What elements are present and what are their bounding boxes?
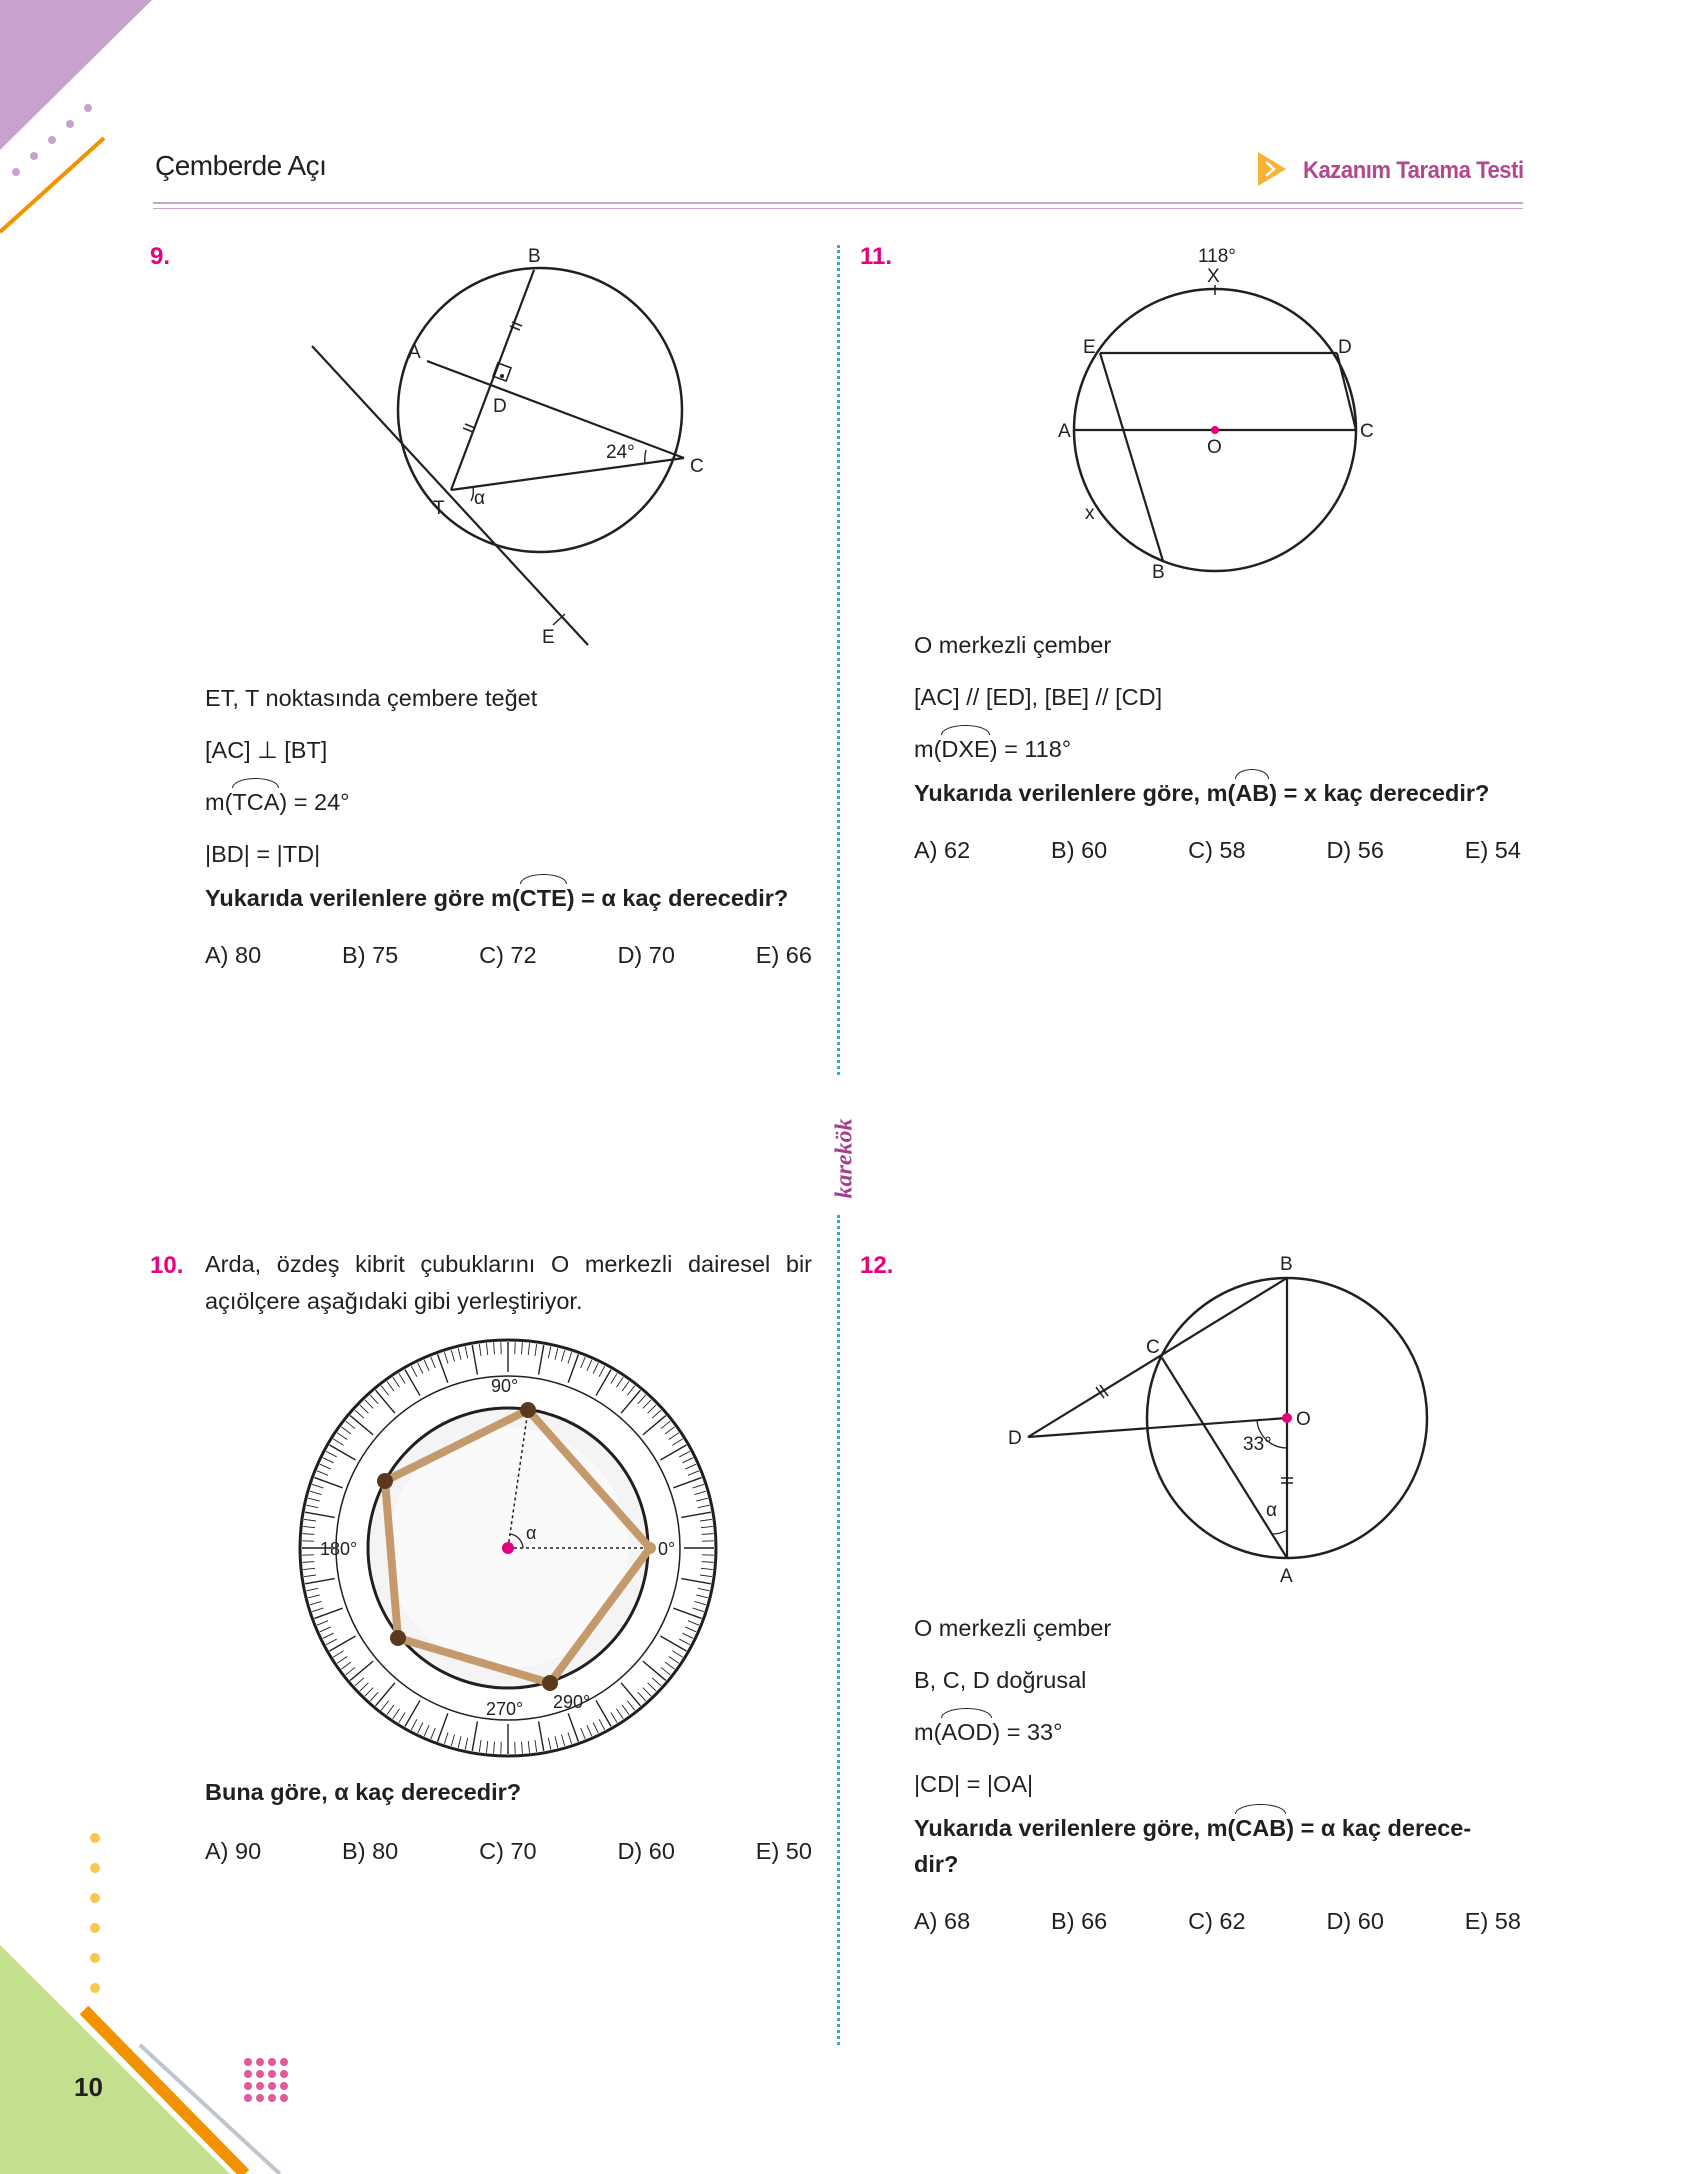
q11-given-3: m(DXE) = 118° xyxy=(914,736,1072,762)
q10-protractor-figure xyxy=(295,1335,725,1765)
q12-option-e[interactable]: E) 58 xyxy=(1464,1908,1521,1934)
q10-label-0: 0° xyxy=(658,1539,676,1559)
q11-given-2: [AC] // [ED], [BE] // [CD] xyxy=(914,684,1163,710)
q12-label-angle: 33° xyxy=(1243,1434,1272,1455)
q11-number: 11. xyxy=(860,243,893,270)
q10-label-270: 270° xyxy=(486,1699,524,1719)
q12-option-d[interactable]: D) 60 xyxy=(1326,1908,1384,1934)
q12-question-cont: dir? xyxy=(914,1851,959,1877)
q11-label-angle: 118° xyxy=(1198,246,1236,267)
q11-label-A: A xyxy=(1058,421,1071,442)
q12-label-A: A xyxy=(1280,1566,1293,1587)
q12-options xyxy=(914,1908,1521,1935)
q9-option-e[interactable]: E) 66 xyxy=(755,942,812,968)
header-rule xyxy=(153,202,1523,204)
q12-option-a[interactable]: A) 68 xyxy=(914,1908,971,1934)
q11-label-X: X xyxy=(1207,266,1220,287)
q12-label-C: C xyxy=(1146,1337,1160,1358)
q12-given-3: m(AOD) = 33° xyxy=(914,1719,1063,1745)
q10-question: Buna göre, α kaç derecedir? xyxy=(205,1779,522,1805)
q10-options xyxy=(205,1838,812,1865)
q12-label-D: D xyxy=(1008,1428,1022,1449)
q12-question: Yukarıda verilenlere göre, m(CAB) = α kaç derece- xyxy=(914,1815,1472,1841)
q12-given-1: O merkezli çember xyxy=(914,1615,1112,1641)
q9-label-T: T xyxy=(433,498,445,519)
q9-option-b[interactable]: B) 75 xyxy=(342,942,399,968)
q11-option-e[interactable]: E) 54 xyxy=(1464,837,1521,863)
q9-label-B: B xyxy=(528,246,541,267)
q9-label-A: A xyxy=(408,342,421,363)
q11-given-1: O merkezli çember xyxy=(914,632,1112,658)
q9-label-alpha: α xyxy=(474,488,485,509)
q9-given-3: m(TCA) = 24° xyxy=(205,789,350,815)
q9-option-a[interactable]: A) 80 xyxy=(205,942,262,968)
q12-option-c[interactable]: C) 62 xyxy=(1188,1908,1246,1934)
q10-option-a[interactable]: A) 90 xyxy=(205,1838,262,1864)
q9-number: 9. xyxy=(150,243,171,270)
page-number: 10 xyxy=(74,2072,103,2102)
q10-option-d[interactable]: D) 60 xyxy=(617,1838,675,1864)
top-left-decoration xyxy=(0,0,160,240)
q11-option-b[interactable]: B) 60 xyxy=(1051,837,1108,863)
header-rule-thin xyxy=(153,208,1523,209)
q12-label-B: B xyxy=(1280,1254,1293,1275)
q10-label-180: 180° xyxy=(320,1539,358,1559)
q9-question: Yukarıda verilenlere göre m(CTE) = α kaç derecedir? xyxy=(205,885,789,911)
q9-option-d[interactable]: D) 70 xyxy=(617,942,675,968)
q10-option-b[interactable]: B) 80 xyxy=(342,1838,399,1864)
q11-label-D: D xyxy=(1338,337,1352,358)
q9-label-E: E xyxy=(542,627,555,648)
q11-option-c[interactable]: C) 58 xyxy=(1188,837,1246,863)
q12-label-alpha: α xyxy=(1266,1500,1277,1521)
q9-given-1: ET, T noktasında çembere teğet xyxy=(205,685,538,711)
bottom-left-decoration xyxy=(0,1820,300,2174)
q12-figure xyxy=(1000,1250,1430,1590)
page-title: Çemberde Açı xyxy=(155,150,327,181)
karekok-label: karekök xyxy=(831,1118,858,1199)
column-divider-top xyxy=(837,245,840,1075)
q11-label-C: C xyxy=(1360,421,1374,442)
q9-label-D: D xyxy=(493,396,507,417)
q10-label-alpha: α xyxy=(526,1523,537,1543)
test-type-label: Kazanım Tarama Testi xyxy=(1303,157,1524,184)
q12-number: 12. xyxy=(860,1252,894,1279)
q11-figure xyxy=(1050,240,1410,590)
q9-given-2: [AC] ⊥ [BT] xyxy=(205,737,328,763)
q12-label-O: O xyxy=(1296,1409,1311,1430)
q11-label-B: B xyxy=(1152,562,1165,583)
q9-given-4: |BD| = |TD| xyxy=(205,841,321,867)
q11-options xyxy=(914,837,1521,864)
q11-label-O: O xyxy=(1207,437,1222,458)
q10-option-c[interactable]: C) 70 xyxy=(479,1838,537,1864)
q12-option-b[interactable]: B) 66 xyxy=(1051,1908,1108,1934)
column-divider-bottom xyxy=(837,1215,840,2045)
q9-option-c[interactable]: C) 72 xyxy=(479,942,537,968)
q10-number: 10. xyxy=(150,1252,184,1279)
q10-text: Arda, özdeş kibrit çubuklarını O merkezli dairesel bir açıölçere aşağıdaki gibi yerleştiriyor. xyxy=(205,1251,812,1314)
q9-options xyxy=(205,942,812,969)
q10-option-e[interactable]: E) 50 xyxy=(755,1838,812,1864)
q11-question: Yukarıda verilenlere göre, m(AB) = x kaç derecedir? xyxy=(914,780,1490,806)
q12-given-4: |CD| = |OA| xyxy=(914,1771,1034,1797)
q11-label-E: E xyxy=(1083,337,1096,358)
q10-label-90: 90° xyxy=(491,1376,519,1396)
q9-label-angle: 24° xyxy=(606,442,635,463)
q11-option-d[interactable]: D) 56 xyxy=(1326,837,1384,863)
q12-given-2: B, C, D doğrusal xyxy=(914,1667,1087,1693)
q9-figure xyxy=(290,240,730,660)
arrow-icon xyxy=(1258,152,1288,186)
q10-label-290: 290° xyxy=(553,1692,591,1712)
q11-option-a[interactable]: A) 62 xyxy=(914,837,971,863)
q9-label-C: C xyxy=(690,456,704,477)
q11-label-x: x xyxy=(1085,503,1095,524)
